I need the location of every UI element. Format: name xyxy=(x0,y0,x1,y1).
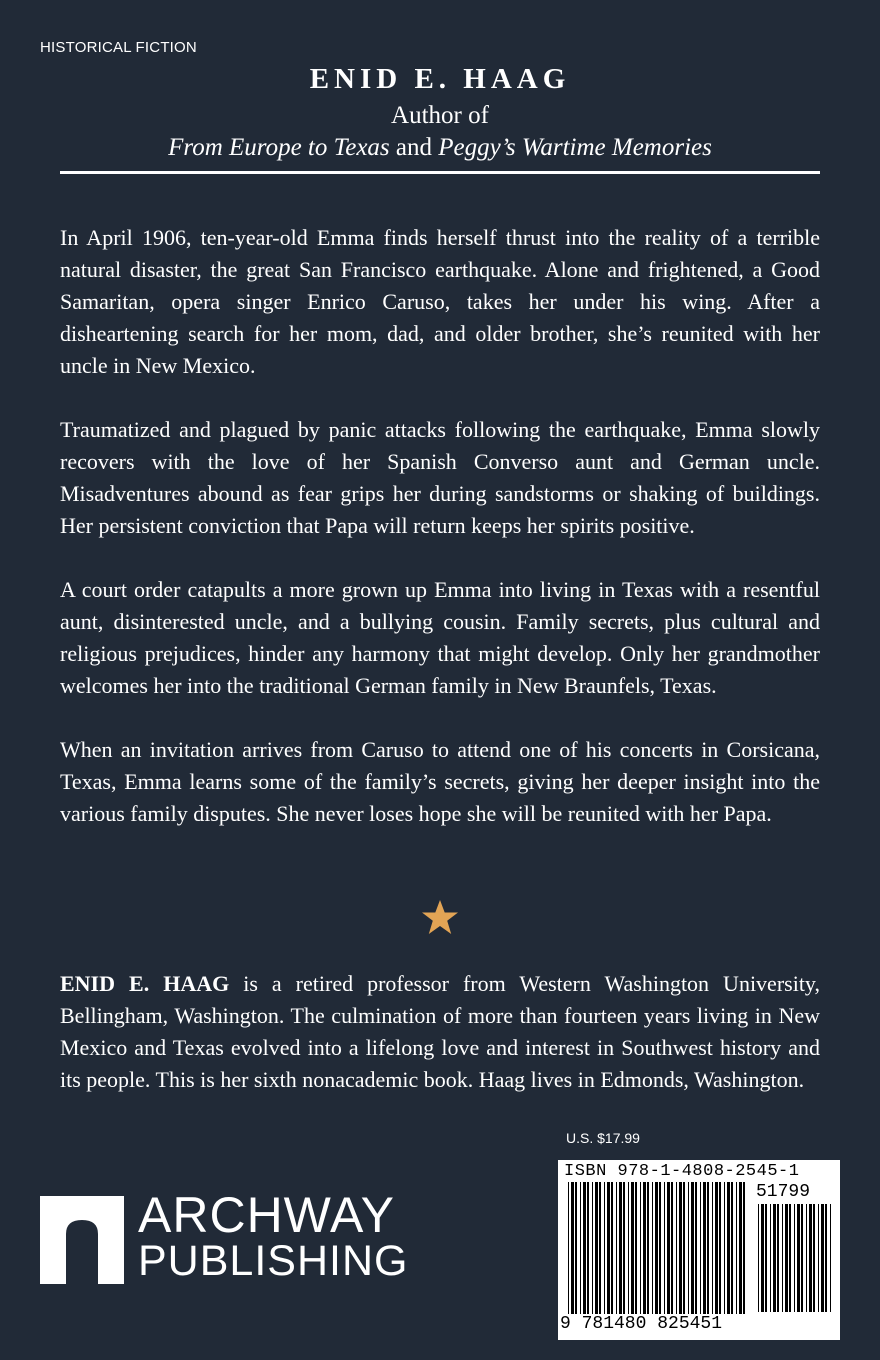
author-name: ENID E. HAAG xyxy=(309,63,571,95)
barcode-bar xyxy=(758,1204,759,1312)
publisher-line1: ARCHWAY xyxy=(138,1187,395,1243)
barcode-bar xyxy=(568,1182,569,1314)
barcode-bar xyxy=(715,1182,718,1314)
barcode-addon-bars-icon xyxy=(758,1204,832,1312)
genre-label: HISTORICAL FICTION xyxy=(40,39,197,56)
barcode-bars-icon xyxy=(568,1182,748,1314)
blurb-paragraph: Traumatized and plagued by panic attacks following the earthquake, Emma slowly recovers with the love of her Spanish Converso aunt and German uncle. Misadventures abound as fear grips her during sandstorms or shaking of buildings. Her persistent conviction that Papa will return keeps her spirits positive. xyxy=(60,417,820,538)
barcode-addon-digits: 51799 xyxy=(756,1182,811,1202)
archway-logo-icon xyxy=(40,1196,124,1284)
barcode-bar xyxy=(655,1182,658,1314)
barcode-bar xyxy=(676,1182,677,1314)
barcode-bar xyxy=(736,1182,737,1314)
barcode-bar xyxy=(647,1182,649,1314)
barcode-bar xyxy=(761,1204,764,1312)
barcode-bar xyxy=(707,1182,709,1314)
publisher-line2: PUBLISHING xyxy=(138,1237,409,1285)
bio-author-name: ENID E. HAAG xyxy=(60,971,230,996)
barcode-bar xyxy=(611,1182,613,1314)
barcode-bar xyxy=(785,1204,788,1312)
barcode-bar xyxy=(712,1182,713,1314)
barcode-bar xyxy=(809,1204,812,1312)
barcode xyxy=(558,1160,840,1340)
barcode-bar xyxy=(743,1182,745,1314)
bio-text: is a retired professor from Western Washington University, Bellingham, Washington. The culmination of more than fourteen years living in New Mexico and Texas evolved into a lifelong love and interest in Southwest history and its people. This is her sixth nonacademic book. Haag lives in Edmonds, Washington. xyxy=(60,971,821,1092)
barcode-bar xyxy=(727,1182,730,1314)
barcode-bar xyxy=(813,1204,815,1312)
barcode-bar xyxy=(688,1182,689,1314)
barcode-bar xyxy=(770,1204,771,1312)
blurb-paragraph: In April 1906, ten-year-old Emma finds herself thrust into the reality of a terrible natural disaster, the great San Francisco earthquake. Alone and frightened, a Good Samaritan, opera singer Enrico Caruso, takes her under his wing. After a disheartening search for her mom, dad, and older brother, she’s reunited with her uncle in New Mexico. xyxy=(60,225,820,378)
barcode-bar xyxy=(604,1182,605,1314)
barcode-bar xyxy=(789,1204,791,1312)
publisher-wordmark xyxy=(138,1187,409,1285)
header-divider xyxy=(60,171,820,174)
barcode-bar xyxy=(616,1182,617,1314)
barcode-bar xyxy=(607,1182,610,1314)
barcode-bar xyxy=(599,1182,601,1314)
barcode-bar xyxy=(719,1182,721,1314)
barcode-bar xyxy=(773,1204,776,1312)
barcode-bar xyxy=(659,1182,661,1314)
barcode-bar xyxy=(643,1182,646,1314)
barcode-bar xyxy=(830,1204,831,1312)
barcode-bar xyxy=(623,1182,625,1314)
cover-header xyxy=(0,62,880,164)
barcode-bar xyxy=(671,1182,673,1314)
barcode-bar xyxy=(731,1182,733,1314)
title-connector: and xyxy=(389,134,439,161)
barcode-bar xyxy=(703,1182,706,1314)
barcode-bar xyxy=(695,1182,697,1314)
barcode-bar xyxy=(652,1182,653,1314)
barcode-bar xyxy=(635,1182,637,1314)
barcode-bar xyxy=(794,1204,795,1312)
author-of-label: Author of xyxy=(391,102,489,129)
barcode-bar xyxy=(739,1182,742,1314)
barcode-bar xyxy=(782,1204,783,1312)
barcode-bar xyxy=(765,1204,767,1312)
barcode-bar xyxy=(640,1182,641,1314)
barcode-bar xyxy=(571,1182,574,1314)
blurb-paragraph: When an invitation arrives from Caruso to attend one of his concerts in Corsicana, Texas, Emma learns some of the family’s secrets, giving her deeper insight into the various family disputes. She never loses hope she will be reunited with her Papa. xyxy=(60,737,820,826)
blurb xyxy=(60,222,820,862)
barcode-bar xyxy=(797,1204,800,1312)
blurb-paragraph: A court order catapults a more grown up Emma into living in Texas with a resentful aunt, disinterested uncle, and a bullying cousin. Family secrets, plus cultural and religious prejudices, hinder any harmony that might develop. Only her grandmother welcomes her into the traditional German family in New Braunfels, Texas. xyxy=(60,577,820,698)
barcode-bar xyxy=(667,1182,670,1314)
barcode-bar xyxy=(700,1182,701,1314)
barcode-bar xyxy=(664,1182,665,1314)
barcode-bar xyxy=(580,1182,581,1314)
barcode-bar xyxy=(825,1204,827,1312)
barcode-bar xyxy=(821,1204,824,1312)
title-one: From Europe to Texas xyxy=(168,134,390,161)
barcode-bar xyxy=(631,1182,634,1314)
barcode-bar xyxy=(679,1182,682,1314)
barcode-bar xyxy=(619,1182,622,1314)
barcode-bar xyxy=(628,1182,629,1314)
barcode-bar xyxy=(583,1182,586,1314)
barcode-bar xyxy=(595,1182,598,1314)
barcode-bar xyxy=(691,1182,694,1314)
barcode-bar xyxy=(592,1182,593,1314)
barcode-bar xyxy=(777,1204,779,1312)
price-label: U.S. $17.99 xyxy=(566,1130,640,1146)
barcode-bar xyxy=(587,1182,589,1314)
author-bio xyxy=(60,968,820,1096)
barcode-bar xyxy=(801,1204,803,1312)
barcode-bar xyxy=(683,1182,685,1314)
barcode-bar xyxy=(575,1182,577,1314)
other-titles xyxy=(0,132,880,164)
star-icon xyxy=(420,898,460,938)
barcode-bar xyxy=(724,1182,725,1314)
title-two: Peggy’s Wartime Memories xyxy=(438,134,712,161)
barcode-bar xyxy=(818,1204,819,1312)
barcode-bar xyxy=(806,1204,807,1312)
isbn-text: ISBN 978-1-4808-2545-1 xyxy=(564,1162,800,1181)
barcode-main-digits: 9 781480 825451 xyxy=(560,1314,723,1334)
